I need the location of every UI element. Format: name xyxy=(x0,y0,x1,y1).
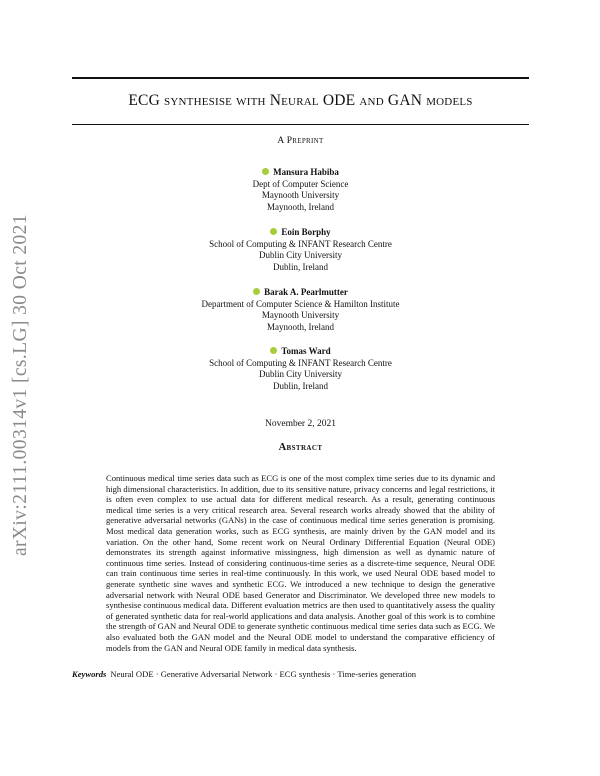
author-affiliation: Dublin, Ireland xyxy=(273,380,328,391)
title-part: ODE xyxy=(322,92,360,109)
title-rule-top xyxy=(72,77,529,79)
author-affiliation: Dublin, Ireland xyxy=(273,261,328,272)
keywords-list: Neural ODE · Generative Adversarial Network · ECG synthesis · Time-series generation xyxy=(110,669,417,679)
author-name: Tomas Ward xyxy=(281,346,331,356)
author-affiliation: Dept of Computer Science xyxy=(252,178,349,189)
title-part: GAN xyxy=(387,92,427,109)
author-affiliation: Maynooth University xyxy=(261,310,340,321)
abstract-heading: Abstract xyxy=(278,442,323,453)
publication-date: November 2, 2021 xyxy=(265,419,336,429)
orcid-icon[interactable] xyxy=(270,228,277,235)
author-block xyxy=(72,346,529,392)
author-block xyxy=(72,287,529,333)
abstract-text: Continuous medical time series data such as ECG is one of the most complex time series due to its dynamic and high dimensional characteristics. In addition, due to its sensitive nature, privacy concerns and legal restrictions, it is often even complex to use actual data for different medical research. As a result, generating continuous medical time series is a very critical research area. Several research works already showed that the ability of generative adversarial networks (GANs) in the case of continuous medical time series generation is promising. Most medical data generation works, such as ECG synthesis, are mainly driven by the GAN model and its variation. On the other hand, Some recent work on Neural Ordinary Differential Equation (Neural ODE) demonstrates its strength against informative missingness, high dimension as well as dynamic nature of continuous time series. Instead of considering continuous-time series as a discrete-time sequence, Neural ODE can train continuous time series in real-time continuously. In this work, we used Neural ODE based model to generate synthetic sine waves and synthetic ECG. We introduced a new technique to design the generative adversarial network with Neural ODE based Generator and Discriminator. We developed three new models to synthesise continuous medical data. Different evaluation metrics are then used to quantitatively assess the quality of generated synthetic data for real-world applications and data analysis. Another goal of this work is to combine the strength of GAN and Neural ODE to generate synthetic continuous medical time series data such as ECG. We also evaluated both the GAN model and the Neural ODE model to understand the comparative efficiency of models from the GAN and Neural ODE family in medical data synthesis. xyxy=(106,473,495,653)
keywords-label: Keywords xyxy=(72,669,107,679)
author-affiliation: Department of Computer Science & Hamilton Institute xyxy=(201,298,400,309)
author-affiliation: Maynooth, Ireland xyxy=(267,321,334,332)
author-block xyxy=(72,227,529,273)
author-affiliation: Dublin City University xyxy=(259,369,342,380)
title-part: N xyxy=(269,92,282,109)
author-block xyxy=(72,167,529,213)
author-name: Barak A. Pearlmutter xyxy=(264,287,348,297)
preprint-label: A Preprint xyxy=(277,136,324,146)
title-rule-bottom xyxy=(72,124,529,125)
author-name: Eoin Borphy xyxy=(281,227,331,237)
title-part: models xyxy=(426,92,473,109)
author-affiliation: School of Computing & INFANT Research Centre xyxy=(209,238,392,249)
author-affiliation: School of Computing & INFANT Research Centre xyxy=(209,357,392,368)
author-affiliation: Maynooth, Ireland xyxy=(267,201,334,212)
orcid-icon[interactable] xyxy=(262,168,269,175)
author-affiliation: Dublin City University xyxy=(259,250,342,261)
author-name: Mansura Habiba xyxy=(273,167,339,177)
title-part: eural xyxy=(281,92,323,109)
keywords-line xyxy=(72,669,529,679)
orcid-icon[interactable] xyxy=(270,347,277,354)
title-part: synthesise with xyxy=(164,92,270,109)
title-part: and xyxy=(359,92,388,109)
title-part: ECG xyxy=(128,92,165,109)
paper-title xyxy=(72,92,529,110)
arxiv-stamp: arXiv:2111.00314v1 [cs.LG] 30 Oct 2021 xyxy=(10,214,31,556)
author-affiliation: Maynooth University xyxy=(261,190,340,201)
orcid-icon[interactable] xyxy=(253,288,260,295)
